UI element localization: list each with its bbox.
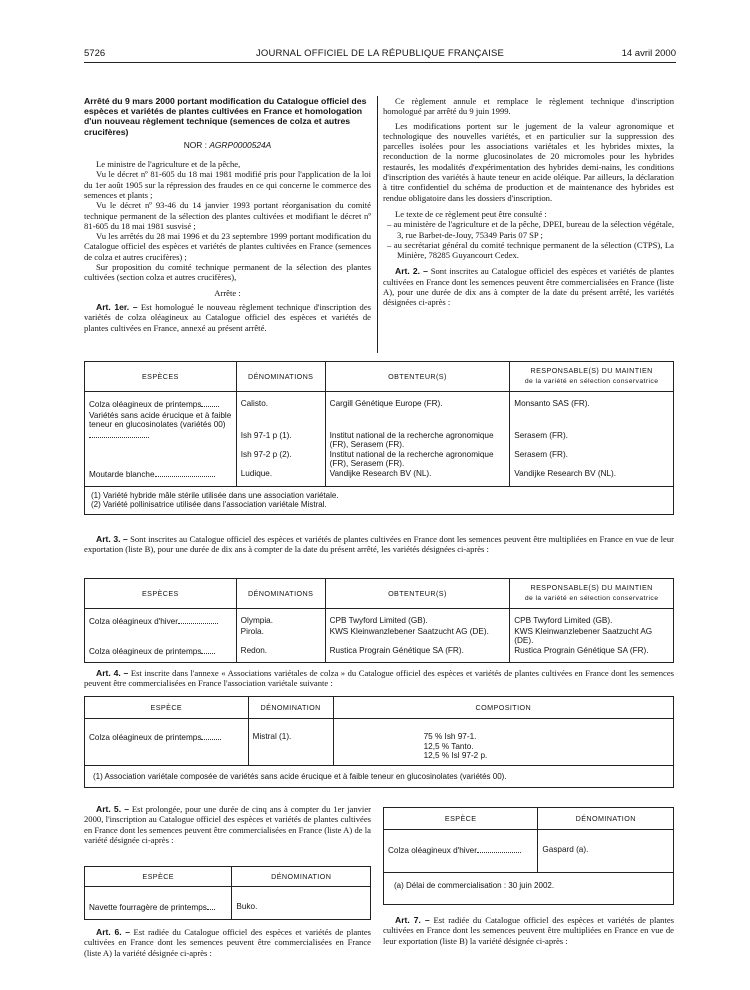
arrete-heading: Arrête : — [214, 287, 241, 298]
column-header: ESPÈCE — [85, 697, 249, 719]
cell-responsable: Rustica Prograin Génétique SA (FR). — [510, 646, 674, 663]
regulation-replaces: Ce règlement annule et remplace le règlement technique d'inscription homologué par arrêté du 9 juin 1999. — [383, 96, 674, 117]
cell-espece — [85, 450, 237, 469]
cell-obtenteur: KWS Kleinwanzlebener Saatzucht AG (DE). — [325, 627, 510, 646]
article-4-text: Est inscrite dans l'annexe « Associations variétales de colza » du Catalogue officiel des espèces et variétés de plantes cultivées en France dont les semences peuvent être commercialisées en France l'association variétale suivante : — [84, 668, 674, 689]
cell-espece: Colza oléagineux de printemps — [85, 646, 237, 663]
table-row — [85, 719, 674, 766]
cell-espece: Colza oléagineux de printemps — [85, 719, 249, 766]
column-header: DÉNOMINATION — [232, 867, 371, 887]
cell-denomination: Ludique. — [236, 469, 325, 486]
cell-responsable: Monsanto SAS (FR). — [510, 392, 674, 410]
cell-obtenteur: Cargill Génétique Europe (FR). — [325, 392, 510, 410]
column-header: DÉNOMINATION — [248, 697, 333, 719]
table-note: (1) Variété hybride mâle stérile utilisée dans une association variétale. — [91, 490, 339, 500]
column-header: ESPÈCE — [85, 867, 232, 887]
cell-responsable: KWS Kleinwanzlebener Saatzucht AG (DE). — [510, 627, 674, 646]
issue-date: 14 avril 2000 — [621, 47, 676, 59]
cell-espece — [85, 627, 237, 646]
cell-obtenteur: Rustica Prograin Génétique SA (FR). — [325, 646, 510, 663]
column-header: ESPÈCES — [85, 579, 237, 609]
article-3-text: Sont inscrites au Catalogue officiel des espèces et variétés de plantes cultivées en France dont les semences peuvent être multipliées en France en vue de leur exportation (liste B), pour une durée de dix ans à compter de la date du présent arrêté, les variétés désignées ci-après : — [84, 534, 674, 555]
table-row — [85, 646, 674, 663]
cell-espece: Navette fourragère de printemps — [85, 887, 232, 920]
cell-denomination: Pirola. — [236, 627, 325, 646]
cell-denomination: Olympia. — [236, 609, 325, 627]
article-2 — [383, 266, 674, 307]
column-header: DÉNOMINATION — [538, 808, 674, 830]
table-note: (2) Variété pollinisatrice utilisée dans l'association variétale Mistral. — [91, 500, 327, 510]
cell-espece: Colza oléagineux d'hiver — [85, 609, 237, 627]
consultation-item: – au secrétariat général du comité technique permanent de la sélection (CTPS), La Minière, 78285 Guyancourt Cedex. — [387, 239, 674, 261]
page-header — [84, 46, 676, 60]
cell-espece: Moutarde blanche — [85, 469, 237, 486]
column-header: DÉNOMINATIONS — [236, 579, 325, 609]
column-header: ESPÈCES — [85, 362, 237, 392]
left-column — [84, 96, 371, 333]
table-liste-a — [84, 361, 674, 515]
article-4-label: Art. 4. – — [96, 668, 129, 678]
table-row — [85, 609, 674, 627]
preamble-proposition: Sur proposition du comité technique permanent de la sélection des plantes cultivées (section colza et autres crucifères), — [84, 262, 371, 283]
article-2-text: Sont inscrites au Catalogue officiel des espèces et variétés de plantes cultivées en France dont les semences peuvent être commercialisées en France (liste A), pour une durée de dix ans à compter de la date du présent arrêté, les variétés désignées ci-après : — [383, 266, 674, 308]
preamble-vu-1: Vu le décret nº 81-605 du 18 mai 1981 modifié pris pour l'application de la loi du 1er août 1905 sur la répression des fraudes en ce qui concerne le commerce des semences et plants ; — [84, 169, 371, 200]
table-row — [384, 830, 674, 873]
column-header: COMPOSITION — [333, 697, 673, 719]
cell-responsable: Serasem (FR). — [510, 410, 674, 450]
article-1-text: Est homologué le nouveau règlement technique d'inscription des variétés de colza oléagineux au Catalogue officiel des espèces et variétés de plantes cultivées en France, annexé au présent arrêté. — [84, 301, 372, 333]
article-7 — [383, 915, 674, 946]
cell-denomination: Ish 97-1 p (1). — [236, 410, 325, 450]
cell-obtenteur: CPB Twyford Limited (GB). — [325, 609, 510, 627]
cell-responsable: Vandijke Research BV (NL). — [510, 469, 674, 486]
article-3 — [84, 534, 674, 555]
cell-responsable: Serasem (FR). — [510, 450, 674, 469]
table-row — [85, 410, 674, 450]
article-4 — [84, 668, 674, 689]
article-6 — [84, 927, 371, 958]
cell-denomination: Ish 97-2 p (2). — [236, 450, 325, 469]
table-row — [85, 469, 674, 486]
cell-espece: Variétés sans acide érucique et à faible teneur en glucosinolates (variétés 00) — [85, 410, 237, 450]
cell-obtenteur: Vandijke Research BV (NL). — [325, 469, 510, 486]
column-header: RESPONSABLE(S) DU MAINTIEN de la variété en sélection conservatrice — [510, 579, 674, 609]
composition-line: 75 % Ish 97-1. — [423, 732, 477, 741]
consultation-list — [383, 219, 674, 260]
table-prolongation — [84, 866, 371, 920]
page-number: 5726 — [84, 47, 106, 59]
cell-denomination: Calisto. — [236, 392, 325, 410]
header-rule — [84, 62, 676, 63]
cell-denomination: Gaspard (a). — [538, 830, 674, 873]
article-7-label: Art. 7. – — [395, 915, 430, 925]
table-row — [85, 392, 674, 410]
cell-obtenteur: Institut national de la recherche agronomique (FR), Serasem (FR). — [325, 450, 510, 469]
cell-denomination: Redon. — [236, 646, 325, 663]
nor-value: AGRP0000524A — [209, 139, 272, 150]
article-1-label: Art. 1er. – — [96, 301, 138, 312]
nor-label: NOR : — [183, 139, 207, 150]
cell-espece: Colza oléagineux d'hiver — [384, 830, 538, 873]
consultation-item: – au ministère de l'agriculture et de la pêche, DPEI, bureau de la sélection végétale, 3, rue Barbet-de-Jouy, 75349 Paris 07 SP ; — [387, 219, 674, 240]
composition-line: 12,5 % Isl 97-2 p. — [423, 751, 488, 761]
preamble-vu-2: Vu le décret nº 93-46 du 14 janvier 1993 portant réorganisation du comité technique permanent de la sélection des plantes cultivées et modifiant le décret nº 81-605 du 18 mai 1981 susvisé ; — [84, 200, 371, 231]
table-notes — [85, 486, 674, 514]
cell-denomination: Buko. — [232, 887, 371, 920]
column-header: RESPONSABLE(S) DU MAINTIEN de la variété en sélection conservatrice — [510, 362, 674, 392]
journal-title: JOURNAL OFFICIEL DE LA RÉPUBLIQUE FRANÇAISE — [255, 47, 505, 59]
cell-espece: Colza oléagineux de printemps — [85, 392, 237, 410]
table-note: (a) Délai de commercialisation : 30 juin 2002. — [384, 872, 674, 905]
cell-composition — [333, 719, 673, 766]
cell-responsable: CPB Twyford Limited (GB). — [510, 609, 674, 627]
preamble-vu-3: Vu les arrêtés du 28 mai 1996 et du 23 septembre 1999 portant modification du Catalogue officiel des espèces et variétés de plantes cultivées en France (semences de colza et autres crucifères) ; — [84, 231, 371, 262]
composition-line: 12,5 % Tanto. — [423, 741, 474, 751]
table-association-variétale — [84, 696, 674, 788]
consultation-intro: Le texte de ce règlement peut être consulté : — [395, 208, 547, 219]
article-6-text: Est radiée du Catalogue officiel des espèces et variétés de plantes cultivées en France dont les semences peuvent être commercialisées en France (liste A) la variété désignée ci-après : — [84, 927, 371, 958]
table-row — [85, 450, 674, 469]
table-liste-b — [84, 578, 674, 663]
table-row — [85, 627, 674, 646]
table-radiation-liste-a — [383, 807, 674, 905]
table-row — [85, 887, 371, 920]
article-3-label: Art. 3. – — [96, 534, 128, 544]
cell-obtenteur: Institut national de la recherche agronomique (FR), Serasem (FR). — [325, 410, 510, 450]
article-2-label: Art. 2. – — [395, 266, 428, 277]
article-5-label: Art. 5. – — [96, 804, 129, 814]
column-header: OBTENTEUR(S) — [325, 579, 510, 609]
article-6-label: Art. 6. – — [96, 927, 131, 937]
decree-title: Arrêté du 9 mars 2000 portant modification du Catalogue officiel des espèces et variétés de plantes cultivées en France et homologation d'un nouveau règlement technique (semences de colza et autres crucifères) — [84, 96, 367, 137]
article-7-text: Est radiée du Catalogue officiel des espèces et variétés de plantes cultivées en France dont les semences peuvent être multipliées en France en vue de leur exportation (liste B) la variété désignée ci-après : — [383, 915, 675, 946]
modifications-paragraph: Les modifications portent sur le jugement de la valeur agronomique et technologique des nouvelles variétés, et en particulier sur la suppression des parcelles isolées pour les associations variétales et les hybrides mixtes, la reconduction de la norme glucosinolates de 20 micromoles pour les hybrides restaurés, les modalités d'expérimentation des hybrides demi-nains, les conditions d'inscription des variétés à haute teneur en acide oléique. Par ailleurs, la déclaration à titre confidentiel du schéma de production et de maintenance des hybrides est rendue obligatoire dans les dossiers d'inscription. — [383, 120, 674, 203]
preamble-minister: Le ministre de l'agriculture et de la pêche, — [96, 159, 241, 170]
nor-reference — [84, 140, 371, 150]
article-5 — [84, 804, 371, 845]
column-header: DÉNOMINATIONS — [236, 362, 325, 392]
article-5-text: Est prolongée, pour une durée de cinq ans à compter du 1er janvier 2000, l'inscription au Catalogue officiel des espèces et variétés de plantes cultivées en France dont les semences peuvent être commercialisées en France (liste A) de la variété désignée ci-après : — [84, 804, 371, 845]
table-note: (1) Association variétale composée de variétés sans acide érucique et à faible teneur en glucosinolates (variétés 00). — [85, 765, 674, 788]
column-divider — [377, 96, 378, 353]
right-column — [383, 96, 674, 308]
article-1 — [84, 302, 371, 333]
column-header: ESPÈCE — [384, 808, 538, 830]
column-header: OBTENTEUR(S) — [325, 362, 510, 392]
cell-denomination: Mistral (1). — [248, 719, 333, 766]
